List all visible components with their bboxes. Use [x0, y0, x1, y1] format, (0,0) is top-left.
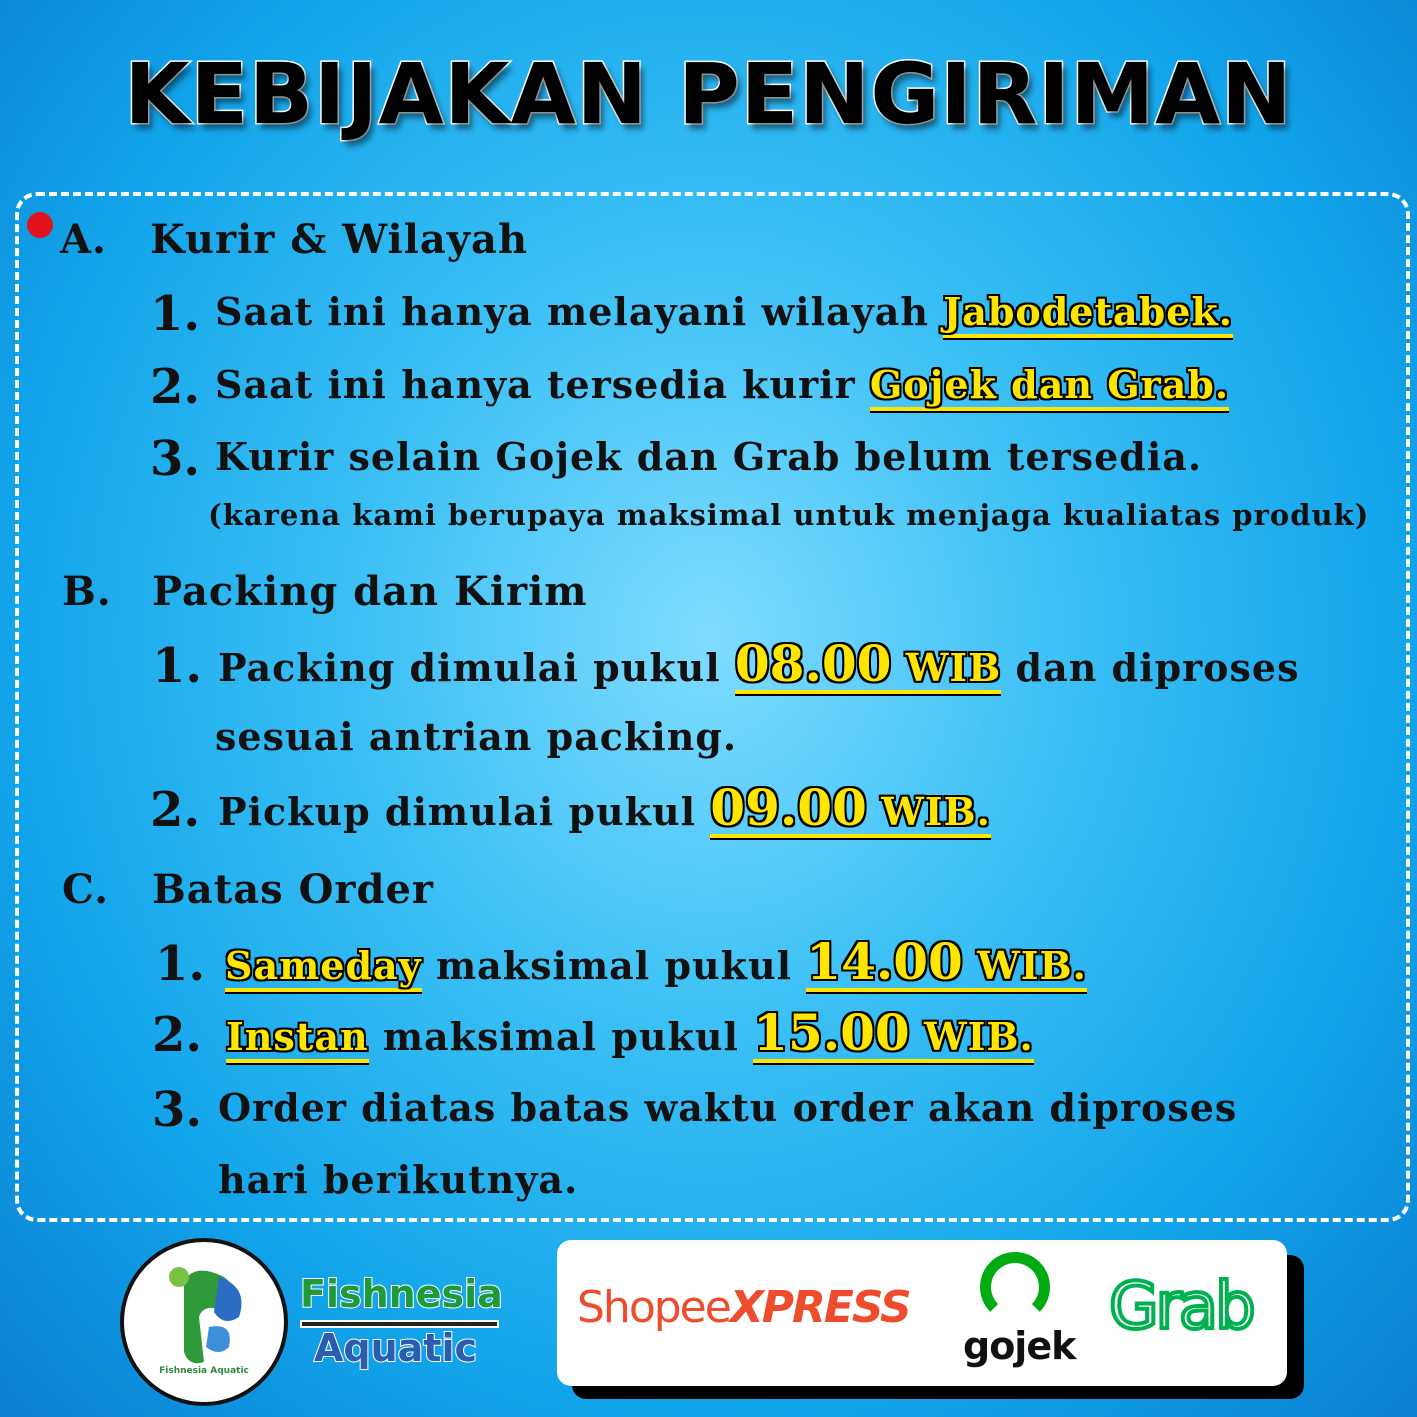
highlight: Instan: [226, 1014, 369, 1063]
bullet-dot: [27, 212, 53, 238]
item-number: 3.: [150, 431, 201, 487]
section-letter-b: B.: [62, 568, 112, 615]
item-c1: Sameday maksimal pukul 14.00 WIB.: [225, 932, 1087, 991]
item-c3: Order diatas batas waktu order akan diproses: [218, 1085, 1238, 1130]
item-b1-cont: sesuai antrian packing.: [215, 714, 738, 759]
section-letter-c: C.: [62, 866, 110, 913]
brand-line2: Aquatic: [314, 1326, 478, 1370]
logo-caption: Fishnesia Aquatic: [159, 1366, 249, 1376]
item-number: 2.: [152, 1007, 203, 1063]
section-heading-c: Batas Order: [152, 866, 434, 913]
item-b2: Pickup dimulai pukul 09.00 WIB.: [218, 778, 991, 837]
item-a3: Kurir selain Gojek dan Grab belum tersedia.: [215, 434, 1203, 479]
brand-line1: Fishnesia: [300, 1272, 503, 1316]
highlight-time: 08.00 WIB: [734, 634, 1002, 693]
item-b1: Packing dimulai pukul 08.00 WIB dan diproses: [218, 634, 1300, 693]
highlight-time: 14.00 WIB.: [806, 932, 1087, 991]
item-a3-note: (karena kami berupaya maksimal untuk menjaga kualiatas produk): [208, 498, 1370, 532]
gojek-logo: gojek: [963, 1324, 1076, 1368]
fish-f-icon: [124, 1242, 284, 1402]
fishnesia-logo: [120, 1238, 288, 1406]
highlight-time: 15.00 WIB.: [753, 1003, 1034, 1062]
item-a1: Saat ini hanya melayani wilayah Jabodetabek.: [215, 282, 1233, 342]
section-heading-b: Packing dan Kirim: [152, 568, 588, 615]
gojek-icon: [980, 1252, 1050, 1322]
grab-logo: Grab: [1109, 1270, 1253, 1344]
highlight-time: 09.00 WIB.: [710, 778, 991, 837]
section-letter-a: A.: [60, 216, 107, 263]
page-title: KEBIJAKAN PENGIRIMAN: [124, 45, 1293, 143]
item-c2: Instan maksimal pukul 15.00 WIB.: [226, 1003, 1034, 1062]
section-heading-a: Kurir & Wilayah: [150, 216, 529, 263]
highlight: Gojek dan Grab.: [870, 362, 1229, 411]
item-number: 1.: [155, 936, 206, 992]
highlight: Sameday: [225, 943, 422, 992]
item-a2: Saat ini hanya tersedia kurir Gojek dan Grab.: [215, 355, 1229, 415]
item-number: 2.: [150, 782, 201, 838]
shopee-xpress-logo: ShopeeXPRESS: [577, 1282, 910, 1333]
item-number: 1.: [150, 286, 201, 342]
item-number: 2.: [150, 359, 201, 415]
item-c3-cont: hari berikutnya.: [218, 1157, 579, 1202]
item-number: 1.: [152, 638, 203, 694]
highlight: Jabodetabek.: [943, 289, 1233, 338]
courier-card: [557, 1240, 1287, 1386]
item-number: 3.: [152, 1082, 203, 1138]
